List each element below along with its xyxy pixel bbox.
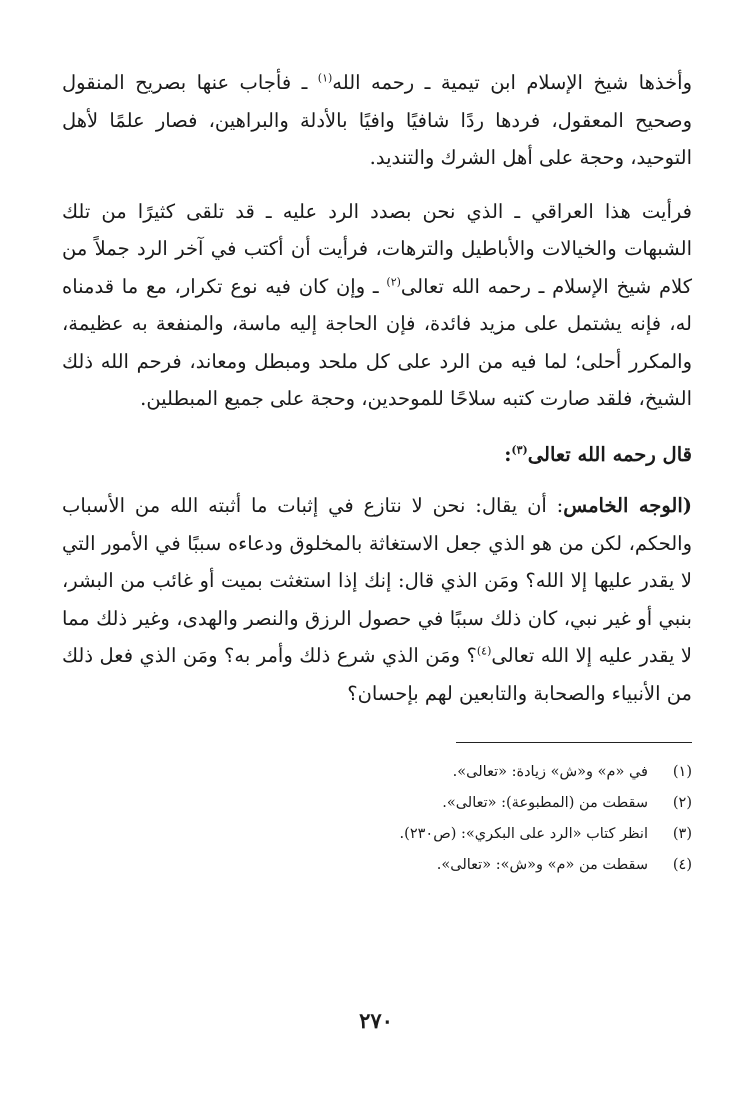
- paragraph-3-text-a: : أن يقال: نحن لا نتازع في إثبات ما أثبته الله من الأسباب والحكم، لكن من هو الذي جعل الاستغاثة بالمخلوق ودعاءه سببًا في الأمور التي لا يقدر عليها إلا الله؟ ومَن الذي قال: إنك إذا استغثت بميت أو غائب من البشر، بنبي أو غير نبي، كان ذلك سببًا في حصول الرزق والنصر والهدى، وغير ذلك مما لا يقدر عليه إلا الله تعالى: [62, 494, 692, 667]
- paragraph-3: [62, 487, 692, 712]
- footnote-ref-1[interactable]: (١): [317, 71, 333, 85]
- section-heading: [62, 436, 692, 474]
- paragraph-3-lead: (الوجه الخامس: [563, 494, 693, 517]
- footnote-text: سقطت من (المطبوعة): «تعالى».: [442, 795, 648, 811]
- footnote-text: سقطت من «م» و«ش»: «تعالى».: [436, 857, 648, 873]
- footnote-text: في «م» و«ش» زيادة: «تعالى».: [452, 764, 648, 780]
- footnote-item: [62, 819, 692, 850]
- paragraph-1: [62, 64, 692, 177]
- paragraph-2-text-b: ـ وإن كان فيه نوع تكرار، مع ما قدمناه له، فإنه يشتمل على مزيد فائدة، فإن الحاجة إليه ماسة، والمنفعة به عظيمة، والمكرر أحلى؛ لما فيه من الرد على كل ملحد ومبطل ومعاند، فرحم الله ذلك الشيخ، فلقد صارت كتبه سلاحًا للموحدين، وحجة على جميع المبطلين.: [62, 274, 692, 410]
- paragraph-2-text-a: فرأيت هذا العراقي ـ الذي نحن بصدد الرد عليه ـ قد تلقى كثيرًا من تلك الشبهات والخيالات والأباطيل والترهات، فرأيت أن أكتب في آخر الرد جملاً من كلام شيخ الإسلام ـ رحمه الله تعالى: [62, 199, 692, 298]
- paragraph-1-text-b: ـ فأجاب عنها بصريح المنقول وصحيح المعقول، فردها ردًا شافيًا وافيًا بالأدلة والبراهين، فصار علمًا لأهل التوحيد، وحجة على أهل الشرك والتنديد.: [62, 71, 692, 169]
- paragraph-3-text-b: ؟ ومَن الذي شرع ذلك وأمر به؟ ومَن الذي فعل ذلك من الأنبياء والصحابة والتابعين لهم بإحسان؟: [62, 644, 692, 705]
- footnote-divider: [456, 742, 692, 743]
- footnote-item: [62, 788, 692, 819]
- footnote-ref-2[interactable]: (٢): [386, 275, 401, 288]
- section-heading-text: قال رحمه الله تعالى: [527, 442, 692, 466]
- footnote-number: (١): [672, 764, 692, 780]
- section-heading-colon: :: [504, 442, 512, 466]
- footnote-number: (٣): [672, 826, 692, 842]
- page-content: [62, 48, 692, 881]
- footnote-ref-3[interactable]: (٣): [511, 443, 528, 456]
- paragraph-2: [62, 193, 692, 418]
- paragraph-1-text-a: وأخذها شيخ الإسلام ابن تيمية ـ رحمه الله: [332, 71, 692, 94]
- footnote-number: (٤): [672, 857, 692, 873]
- footnote-text: انظر كتاب «الرد على البكري»: (ص٢٣٠).: [399, 826, 648, 842]
- page-number: ٢٧٠: [359, 1008, 393, 1033]
- footnote-item: [62, 850, 692, 881]
- footnotes: [62, 757, 692, 881]
- footnote-ref-4[interactable]: (٤): [476, 644, 492, 658]
- footnote-number: (٢): [672, 795, 692, 811]
- footnote-item: [62, 757, 692, 788]
